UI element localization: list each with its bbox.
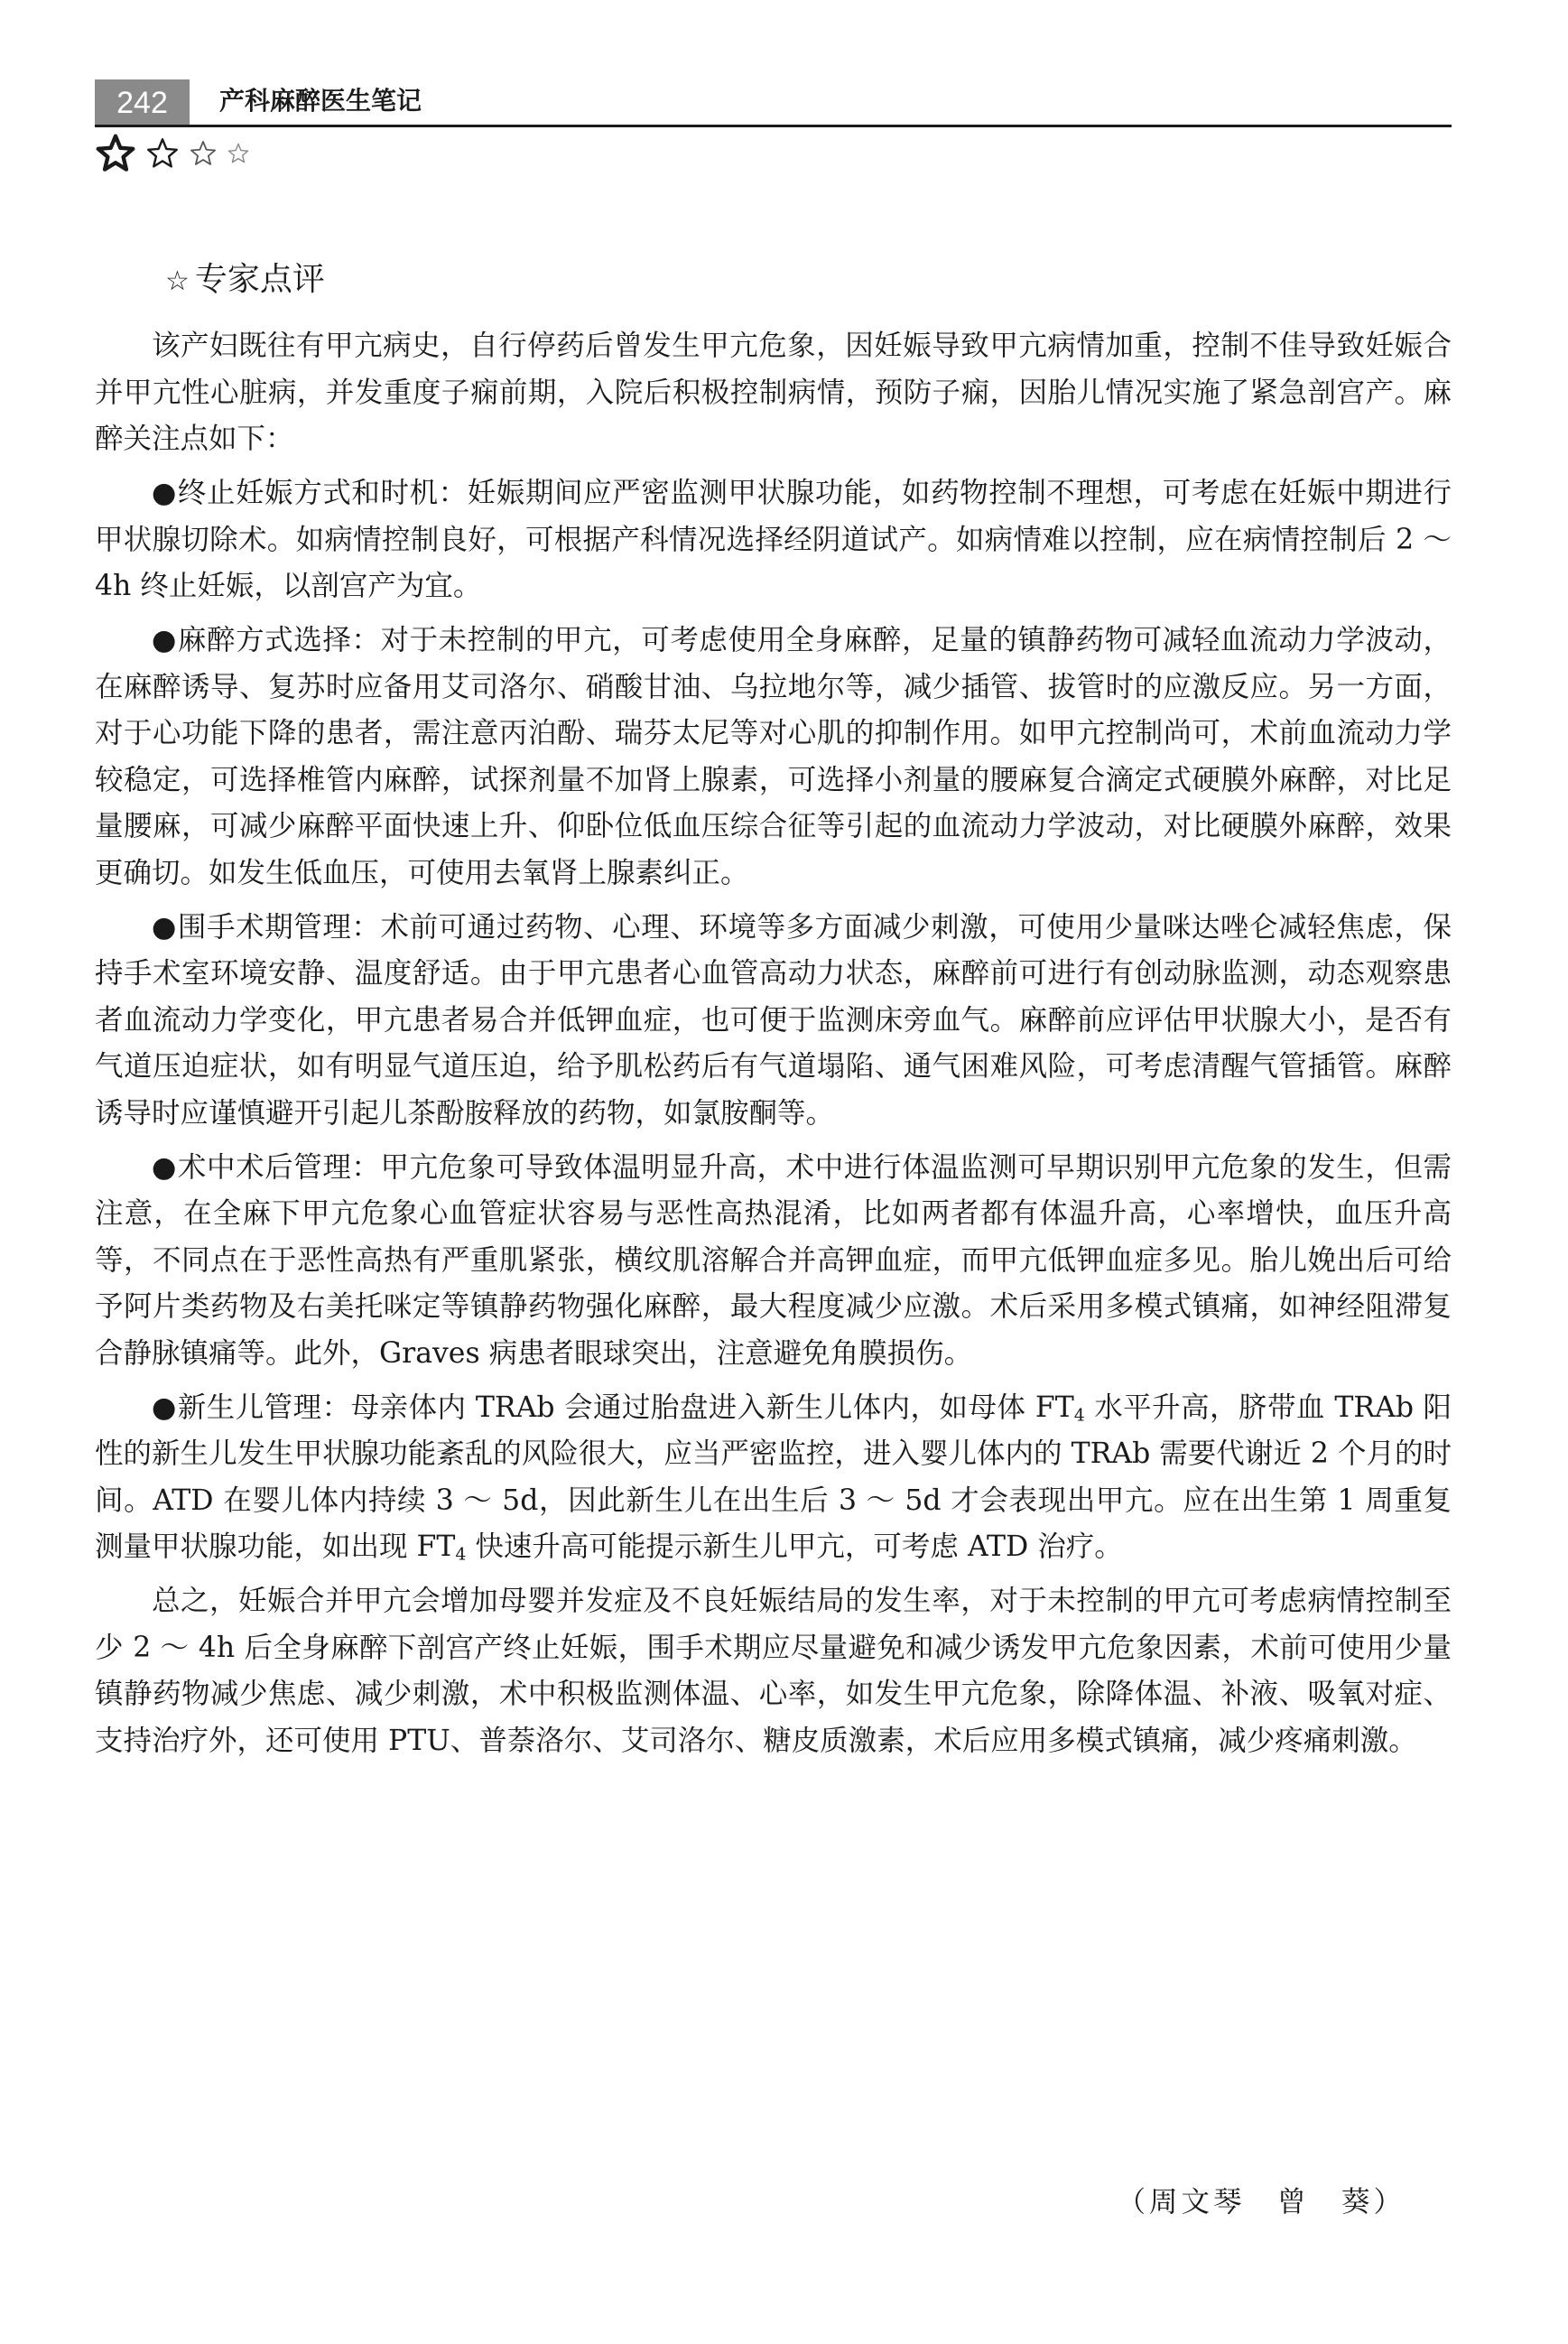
paragraph-intro: 该产妇既往有甲亢病史，自行停药后曾发生甲亢危象，因妊娠导致甲亢病情加重，控制不佳导致妊娠合并甲亢性心脏病，并发重度子痫前期，入院后积极控制病情，预防子痫，因胎儿情况实施了紧急剖宫产。麻醉关注点如下： xyxy=(95,330,1452,455)
article-body xyxy=(95,323,1452,1772)
bullet-text: 麻醉方式选择：对于未控制的甲亢，可考虑使用全身麻醉，足量的镇静药物可减轻血流动力学波动，在麻醉诱导、复苏时应备用艾司洛尔、硝酸甘油、乌拉地尔等，减少插管、拔管时的应激反应。另一方面，对于心功能下降的患者，需注意丙泊酚、瑞芬太尼等对心肌的抑制作用。如甲亢控制尚可，术前血流动力学较稳定，可选择椎管内麻醉，试探剂量不加肾上腺素，可选择小剂量的腰麻复合滴定式硬膜外麻醉，对比足量腰麻，可减少麻醉平面快速上升、仰卧位低血压综合征等引起的血流动力学波动，对比硬膜外麻醉，效果更确切。如发生低血压，可使用去氧肾上腺素纠正。 xyxy=(95,624,1452,889)
bullet-termination xyxy=(95,470,1452,610)
bullet-text-b: 水平升高，脐带血 TRAb 阳性的新生儿发生甲状腺功能紊乱的风险很大，应当严密监控，进入婴儿体内的 TRAb 需要代谢近 2 个月的时间。ATD 在婴儿体内持续 3 ～ 5d，因此新生儿在出生后 3 ～ 5d 才会表现出甲亢。应在出生第 1 周重复测量甲状腺功能，如出现 FT xyxy=(95,1391,1452,1563)
section-title-text: 专家点评 xyxy=(194,261,325,298)
star-filled-icon xyxy=(95,134,136,173)
bullet-icon: ● xyxy=(152,624,177,656)
author-signature: （周文琴 曾 葵） xyxy=(1117,2186,1406,2218)
paragraph-conclusion: 总之，妊娠合并甲亢会增加母婴并发症及不良妊娠结局的发生率，对于未控制的甲亢可考虑病情控制至少 2 ～ 4h 后全身麻醉下剖宫产终止妊娠，围手术期应尽量避免和减少诱发甲亢危象因素，术前可使用少量镇静药物减少焦虑、减少刺激，术中积极监测体温、心率，如发生甲亢危象，除降体温、补液、吸氧对症、支持治疗外，还可使用 PTU、普萘洛尔、艾司洛尔、糖皮质激素，术后应用多模式镇痛，减少疼痛刺激。 xyxy=(95,1585,1452,1757)
book-title: 产科麻醉医生笔记 xyxy=(219,86,422,116)
bullet-perioperative xyxy=(95,905,1452,1138)
bullet-icon: ● xyxy=(152,910,177,944)
bullet-text-c: 快速升高可能提示新生儿甲亢，可考虑 ATD 治疗。 xyxy=(466,1530,1123,1563)
subscript: 4 xyxy=(455,1544,467,1565)
difficulty-rating xyxy=(95,134,259,173)
bullet-icon: ● xyxy=(152,477,177,509)
page-header xyxy=(95,72,1452,126)
bullet-icon: ● xyxy=(152,1150,177,1184)
bullet-neonatal xyxy=(95,1385,1452,1571)
header-rule xyxy=(95,125,1452,127)
subscript: 4 xyxy=(1073,1405,1085,1426)
bullet-text: 术中术后管理：甲亢危象可导致体温明显升高，术中进行体温监测可早期识别甲亢危象的发生，但需注意，在全麻下甲亢危象心血管症状容易与恶性高热混淆，比如两者都有体温升高，心率增快，血压升高等，不同点在于恶性高热有严重肌紧张，横纹肌溶解合并高钾血症，而甲亢低钾血症多见。胎儿娩出后可给予阿片类药物及右美托咪定等镇静药物强化麻醉，最大程度减少应激。术后采用多模式镇痛，如神经阻滞复合静脉镇痛等。此外，Graves 病患者眼球突出，注意避免角膜损伤。 xyxy=(95,1150,1452,1370)
star-outline-icon xyxy=(145,137,180,170)
page-number: 242 xyxy=(95,79,190,126)
section-star-icon: ☆ xyxy=(165,265,190,297)
bullet-intraoperative xyxy=(95,1145,1452,1378)
star-outline-icon xyxy=(189,140,218,167)
bullet-text-a: 新生儿管理：母亲体内 TRAb 会通过胎盘进入新生儿体内，如母体 FT xyxy=(177,1391,1074,1424)
star-outline-icon xyxy=(227,143,250,164)
bullet-text: 终止妊娠方式和时机：妊娠期间应严密监测甲状腺功能，如药物控制不理想，可考虑在妊娠中期进行甲状腺切除术。如病情控制良好，可根据产科情况选择经阴道试产。如病情难以控制，应在病情控制后 2 ～ 4h 终止妊娠，以剖宫产为宜。 xyxy=(95,477,1452,602)
bullet-anesthesia-method xyxy=(95,618,1452,897)
bullet-text: 围手术期管理：术前可通过药物、心理、环境等多方面减少刺激，可使用少量咪达唑仑减轻焦虑，保持手术室环境安静、温度舒适。由于甲亢患者心血管高动力状态，麻醉前可进行有创动脉监测，动态观察患者血流动力学变化，甲亢患者易合并低钾血症，也可便于监测床旁血气。麻醉前应评估甲状腺大小，是否有气道压迫症状，如有明显气道压迫，给予肌松药后有气道塌陷、通气困难风险，可考虑清醒气管插管。麻醉诱导时应谨慎避开引起儿茶酚胺释放的药物，如氯胺酮等。 xyxy=(95,910,1452,1130)
bullet-icon: ● xyxy=(152,1391,177,1424)
section-title xyxy=(165,255,325,307)
